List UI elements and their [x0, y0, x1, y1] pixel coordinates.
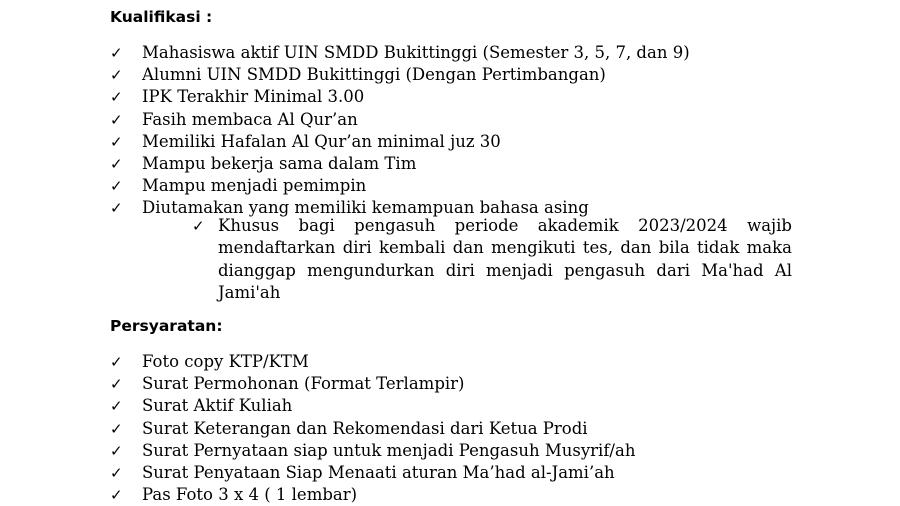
check-icon: ✓ [110, 419, 123, 438]
check-icon: ✓ [110, 463, 123, 482]
list-item-text: Mahasiswa aktif UIN SMDD Bukittinggi (Semester 3, 5, 7, dan 9) [142, 43, 690, 62]
list-item-text: Alumni UIN SMDD Bukittinggi (Dengan Pertimbangan) [142, 65, 606, 85]
subitem-text: Khusus bagi pengasuh periode akademik 2023/2024 wajib mendaftarkan diri kembali dan mengikuti tes, dan bila tidak maka dianggap mengundurkan diri menjadi pengasuh dari Ma'had Al Jami'ah [218, 216, 792, 302]
check-icon: ✓ [110, 397, 123, 416]
list-item-text: Surat Aktif Kuliah [142, 396, 293, 416]
list-item-text: Surat Pernyataan siap untuk menjadi Pengasuh Musyrif/ah [142, 440, 636, 460]
check-icon: ✓ [110, 177, 123, 196]
list-item-text: IPK Terakhir Minimal 3.00 [142, 87, 365, 107]
check-icon: ✓ [110, 88, 123, 107]
check-icon: ✓ [110, 353, 123, 371]
qualifications-heading: Kualifikasi : [110, 8, 213, 26]
check-icon: ✓ [192, 217, 205, 235]
list-item-text: Surat Permohonan (Format Terlampir) [142, 374, 465, 394]
check-icon: ✓ [110, 44, 123, 62]
check-icon: ✓ [110, 441, 123, 460]
check-icon: ✓ [110, 199, 123, 218]
list-item-text: Diutamakan yang memiliki kemampuan bahasa asing [142, 198, 589, 218]
list-item-text: Fasih membaca Al Qur’an [142, 109, 358, 129]
check-icon: ✓ [110, 154, 123, 173]
list-item-text: Mampu bekerja sama dalam Tim [142, 153, 417, 173]
list-item-text: Pas Foto 3 x 4 ( 1 lembar) [142, 485, 358, 505]
check-icon: ✓ [110, 375, 123, 394]
list-item-text: Surat Penyataan Siap Menaati aturan Ma’had al-Jami’ah [142, 462, 615, 482]
list-item-text: Surat Keterangan dan Rekomendasi dari Ketua Prodi [142, 418, 588, 438]
requirements-heading: Persyaratan: [110, 317, 223, 335]
check-icon: ✓ [110, 486, 123, 505]
check-icon: ✓ [110, 132, 123, 151]
list-item-text: Memiliki Hafalan Al Qur’an minimal juz 30 [142, 131, 501, 151]
check-icon: ✓ [110, 110, 123, 129]
list-item-text: Mampu menjadi pemimpin [142, 176, 367, 196]
check-icon: ✓ [110, 66, 123, 85]
list-item-text: Foto copy KTP/KTM [142, 352, 309, 371]
